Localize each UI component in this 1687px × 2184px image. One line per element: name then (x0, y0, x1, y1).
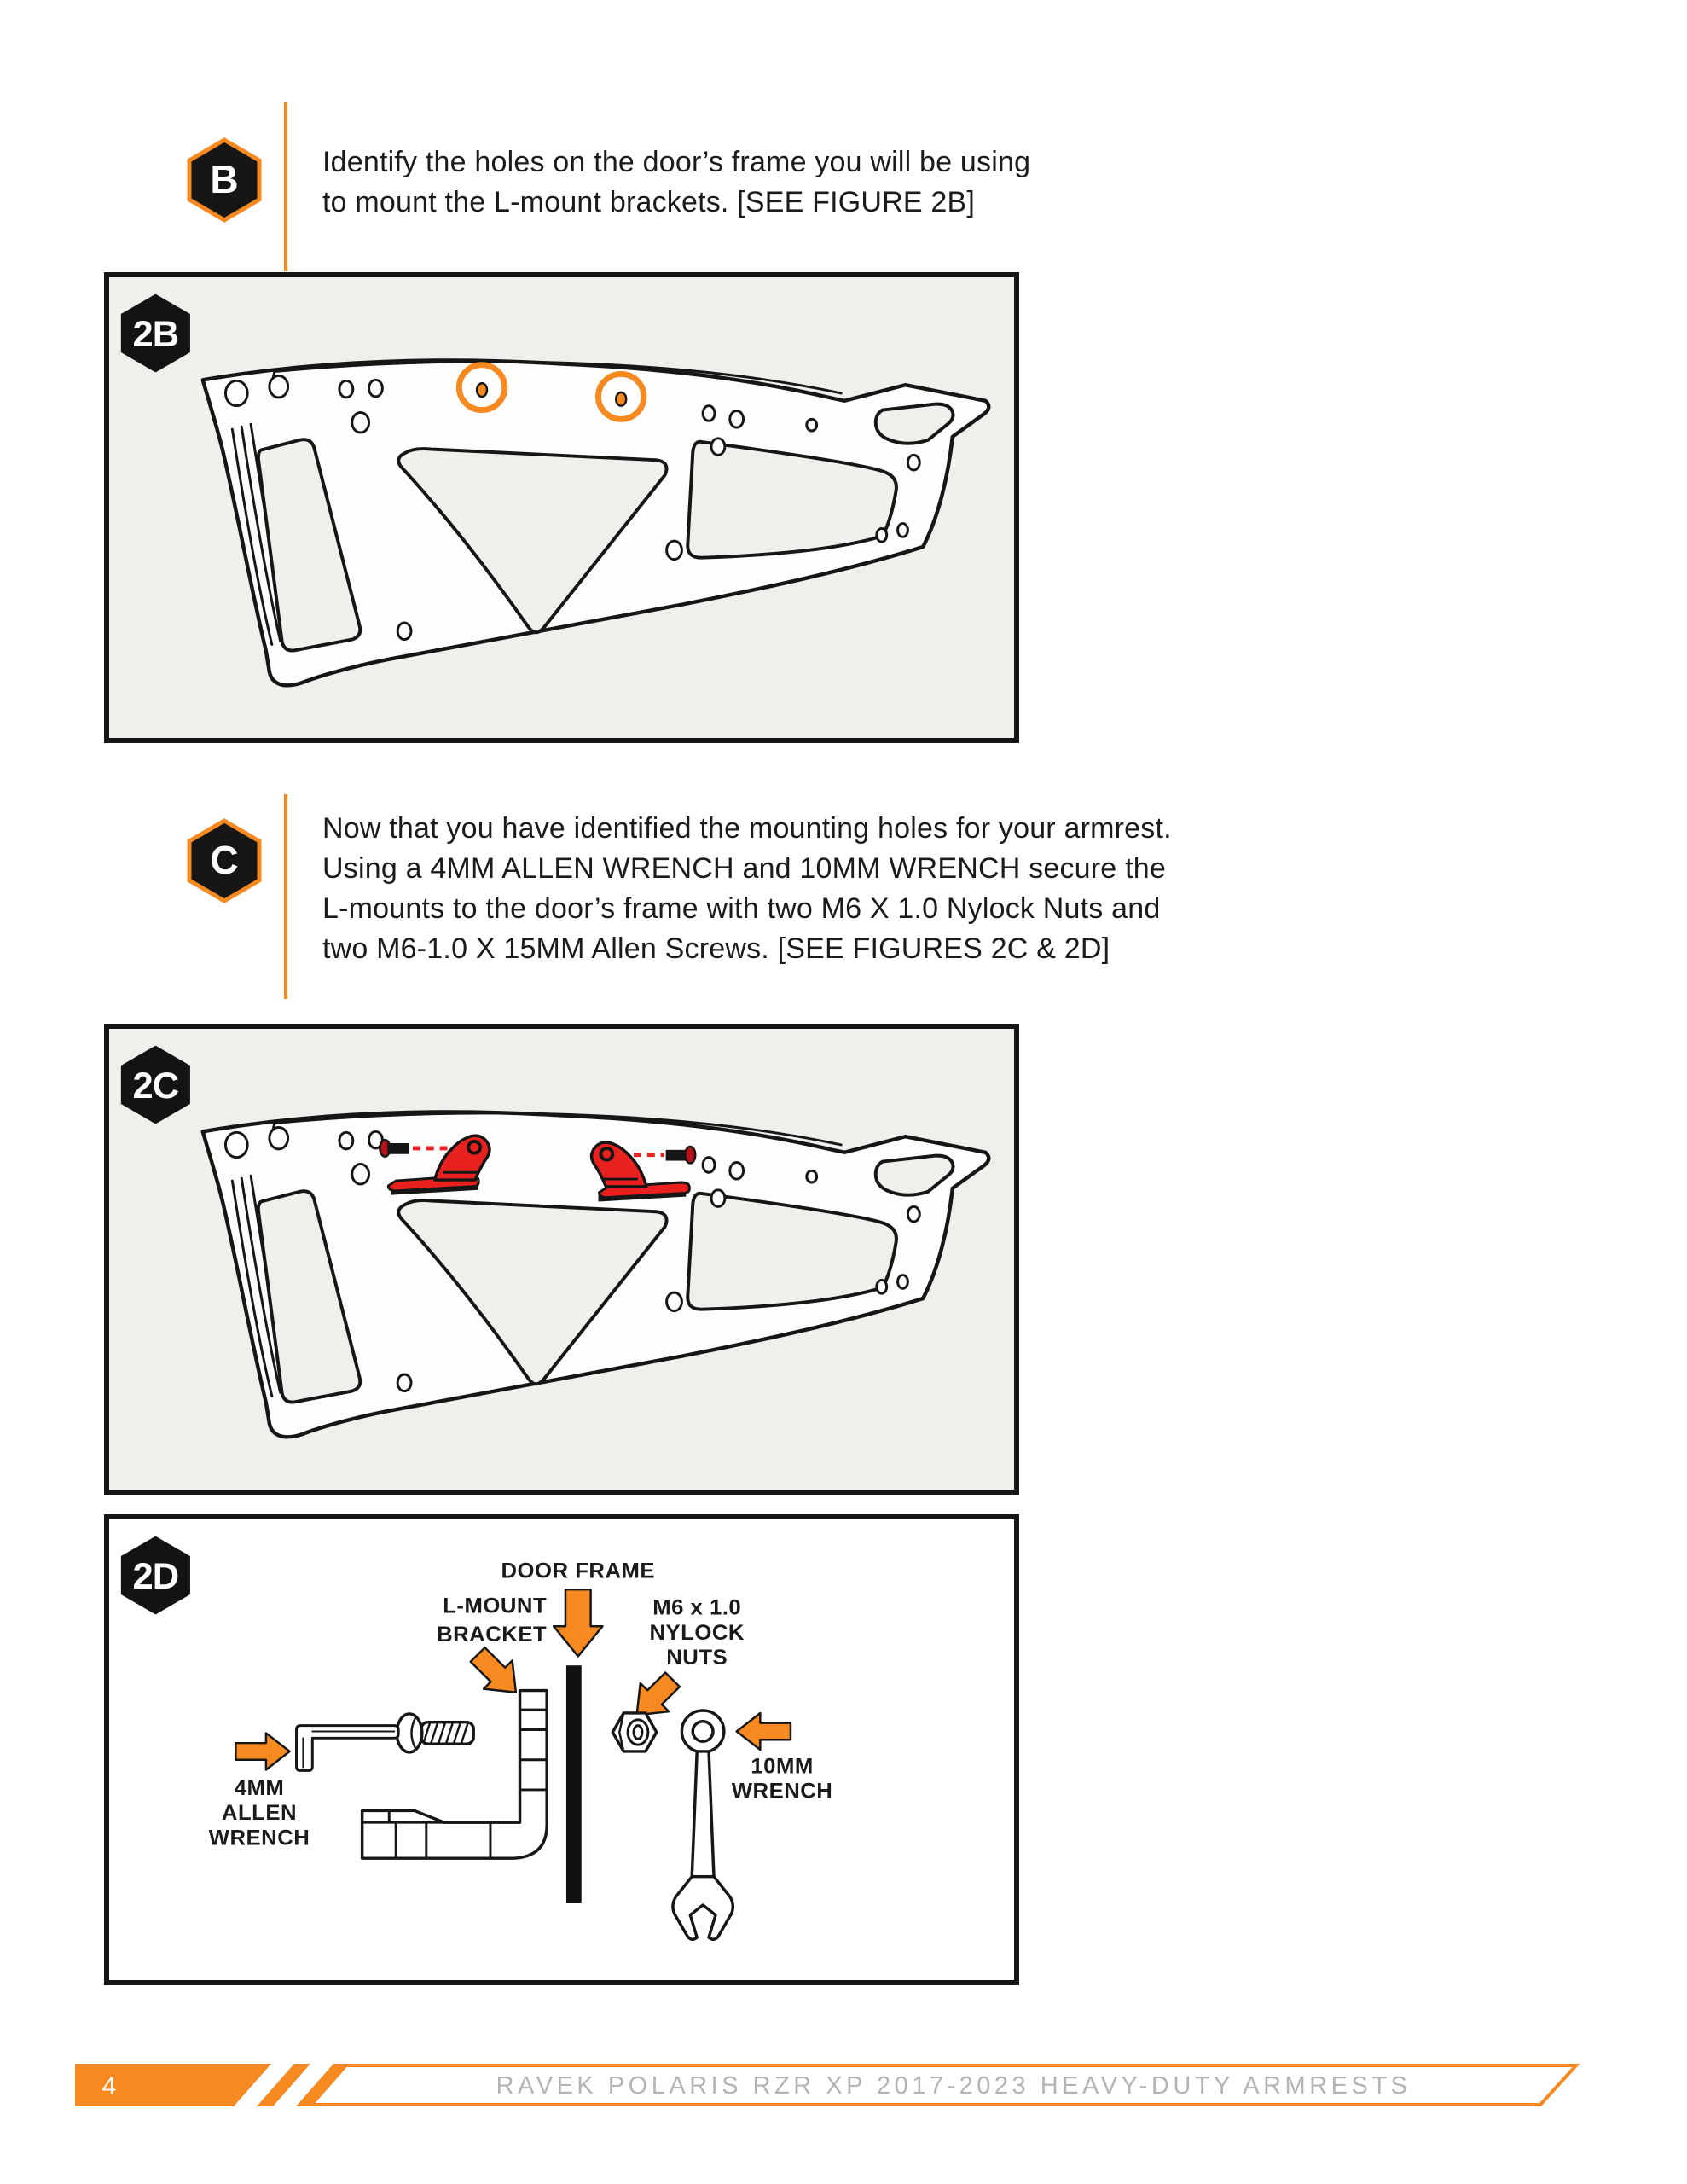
step-b-text (322, 142, 1030, 223)
figure-2b (104, 272, 1019, 743)
nylock-nut-icon (612, 1713, 656, 1751)
allen-screw-head-icon (685, 1147, 695, 1164)
footer-banner (75, 2062, 1619, 2108)
allen-screw-shaft-icon (387, 1143, 409, 1154)
nylock-nuts-label: M6 x 1.0 (652, 1595, 742, 1620)
step-c-line: L-mounts to the door’s frame with two M6 X 1.0 Nylock Nuts and (322, 892, 1161, 925)
l-mount-bracket-illustration (362, 1691, 548, 1859)
figure-2d-drawing (109, 1519, 1014, 1980)
footer-doc-title: RAVEK POLARIS RZR XP 2017-2023 HEAVY-DUTY ARMRESTS (496, 2072, 1412, 2100)
figure-2c (104, 1024, 1019, 1495)
step-b-line: to mount the L-mount brackets. [SEE FIGURE 2B] (322, 186, 976, 218)
nylock-nuts-label: NUTS (666, 1646, 728, 1670)
figure-2b-drawing (109, 277, 1014, 738)
wrench-10mm-label: WRENCH (731, 1779, 833, 1804)
figure-2d (104, 1514, 1019, 1985)
door-frame-bar (566, 1665, 582, 1903)
figure-2d-badge-label: 2D (132, 1556, 179, 1598)
figure-2b-badge-label: 2B (132, 314, 179, 356)
figure-2d-badge (121, 1536, 190, 1615)
step-b-badge (187, 137, 262, 223)
figure-2c-badge (121, 1046, 190, 1124)
step-b-line: Identify the holes on the door’s frame you will be using (322, 146, 1031, 178)
allen-wrench-label: WRENCH (208, 1826, 310, 1850)
nylock-nuts-label: NYLOCK (649, 1620, 745, 1645)
step-c-line: Using a 4MM ALLEN WRENCH and 10MM WRENCH secure the (322, 852, 1166, 885)
allen-wrench-label: 4MM (234, 1775, 285, 1800)
figure-2b-badge (121, 294, 190, 373)
step-c-divider (284, 794, 287, 999)
allen-screw-illustration (397, 1714, 473, 1752)
arrow-left-icon (737, 1713, 791, 1750)
step-c-badge-label: C (210, 838, 239, 882)
arrow-right-icon (235, 1733, 289, 1769)
wrench-10mm-icon (673, 1711, 733, 1939)
step-b-badge-label: B (210, 157, 239, 201)
door-frame-illustration (203, 360, 989, 685)
allen-wrench-label: ALLEN (221, 1801, 298, 1826)
wrench-10mm-label: 10MM (751, 1754, 814, 1779)
figure-2c-badge-label: 2C (132, 1066, 179, 1107)
step-c-badge (187, 818, 262, 903)
step-c-text (322, 809, 1172, 969)
step-c-line: Now that you have identified the mounting holes for your armrest. (322, 812, 1172, 845)
step-b-divider (284, 102, 287, 271)
door-frame-label: DOOR FRAME (501, 1559, 656, 1583)
l-mount-bracket-label: BRACKET (437, 1622, 548, 1647)
allen-wrench-icon (297, 1726, 399, 1771)
step-c-line: two M6-1.0 X 15MM Allen Screws. [SEE FIGURES 2C & 2D] (322, 932, 1110, 965)
footer-page-number: 4 (101, 2072, 117, 2100)
l-mount-bracket-label: L-MOUNT (443, 1594, 548, 1618)
figure-2c-drawing (109, 1029, 1014, 1490)
arrow-down-icon (554, 1589, 602, 1656)
